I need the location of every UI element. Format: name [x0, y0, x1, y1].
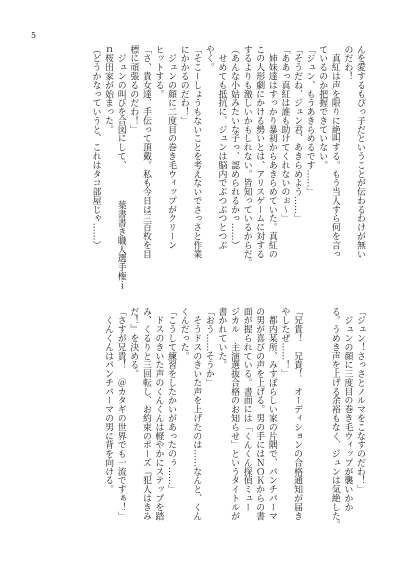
text-line: 「そうだね、ジュン君、あきらめよう……」: [292, 45, 303, 223]
text-line: この人形劇にかける勢いとは、アリスゲームに対する: [254, 45, 265, 259]
text-line: するよりも激しいかもしれない。皆知っているからだ。: [241, 45, 252, 268]
text-line: ジュンの顔に三度目の巻き毛ウィップが襲いかか: [342, 307, 353, 512]
text-line: ジュンの顔に二度目の巻き毛ウィップがクリーン: [166, 45, 177, 250]
text-line: （あんな小姑みたいな子っ、認められるかっ……）: [229, 45, 240, 250]
text-line: の男が喜びの声を上げる。男の手にはＮＯＫからの書: [254, 307, 265, 521]
text-line: 面が握られている。書面には「くんくん探偵ミュー: [241, 307, 252, 512]
text-block-bottom: [26, 307, 366, 539]
text-line: ｎ桜田家が始まった。: [103, 45, 114, 134]
text-line: 真紅は声を限りに絶叫する。もう当人すら何を言っ: [329, 45, 340, 259]
text-line: 標に頑張るのだわ！」: [128, 45, 139, 134]
text-line: んを愛するもぴっ子だということが伝わるわけが無い: [355, 45, 365, 259]
text-line: そうドスのきいた声を上げたのは……なんと、くん: [191, 307, 202, 521]
text-line: ジカル 主演選抜合格のお知らせ」というタイトルが: [229, 307, 240, 521]
text-line: 「こうして練習をしたかいがあったのぅ……」: [166, 307, 177, 494]
text-line: やしたぜ……！」: [279, 307, 290, 379]
text-line: 「さすが兄貴！ ＠カタギの世界でも一流ですぁ！」: [115, 307, 126, 521]
text-block-top: [26, 45, 366, 292]
page-number: 5: [31, 31, 37, 40]
text-line: 姉妹達はすっかり暴初からあきらめていた。真紅の: [266, 45, 277, 259]
text-line: 「ああっ真紅は誰も助けてくれないのぉ～」: [279, 45, 290, 223]
text-line: くんだった。: [178, 307, 189, 361]
text-line: み、くるりと三回転し、お約束のポーズ『犯人はきみ: [140, 307, 151, 521]
text-line: だ！』を決める。: [128, 307, 139, 379]
text-line: やく。: [203, 45, 214, 72]
text-line: る。うめき声を上げる余裕もなく、ジュンは気絶した。: [329, 307, 340, 530]
text-line: [303, 307, 316, 539]
text-line: 書かれていた。: [216, 307, 227, 370]
text-line: ヒットする。: [153, 45, 164, 99]
text-line: 「そこーしょうもないことを考えないでさっさと作業: [191, 45, 202, 259]
text-line: 「ジュン、もうあきらめるです……」: [304, 45, 315, 197]
text-line: 「おう……そうか」: [203, 307, 214, 387]
text-line: [316, 307, 329, 539]
text-line: くんくんはパンチパーマの男に背を向ける。: [103, 307, 114, 494]
text-line: ているのか把握できていない。: [317, 45, 328, 170]
text-line: ドスのきいた声のくんくんは軽やかにステップを踏: [153, 307, 164, 521]
text-line: せめても抵抗に、ジュンは脳内でぶつぶつとつぶ: [216, 45, 227, 250]
text-line: 「兄貴！ 兄貴！ オーディションの合格通知が届き: [292, 307, 303, 521]
text-line: 「さ、貴女達、手伝って頂戴。私も今日は三百枚を目: [140, 45, 151, 259]
text-line: 「ジュン！さっさとノルマをこなすのだわ！」: [355, 307, 365, 494]
text-line: 都内某所、みすぼらしい家の片隅で、パンチパーマ: [266, 307, 277, 521]
text-line: （どうかなっていうと、これはタコ部屋じゃ……）: [90, 45, 101, 250]
text-line: ジュンの叫びを合図にして、 葉書書き職人選手権ｉ: [115, 45, 126, 290]
text-line: のだわ！: [342, 45, 353, 81]
text-line: にかかるのだわ！」: [178, 45, 189, 126]
